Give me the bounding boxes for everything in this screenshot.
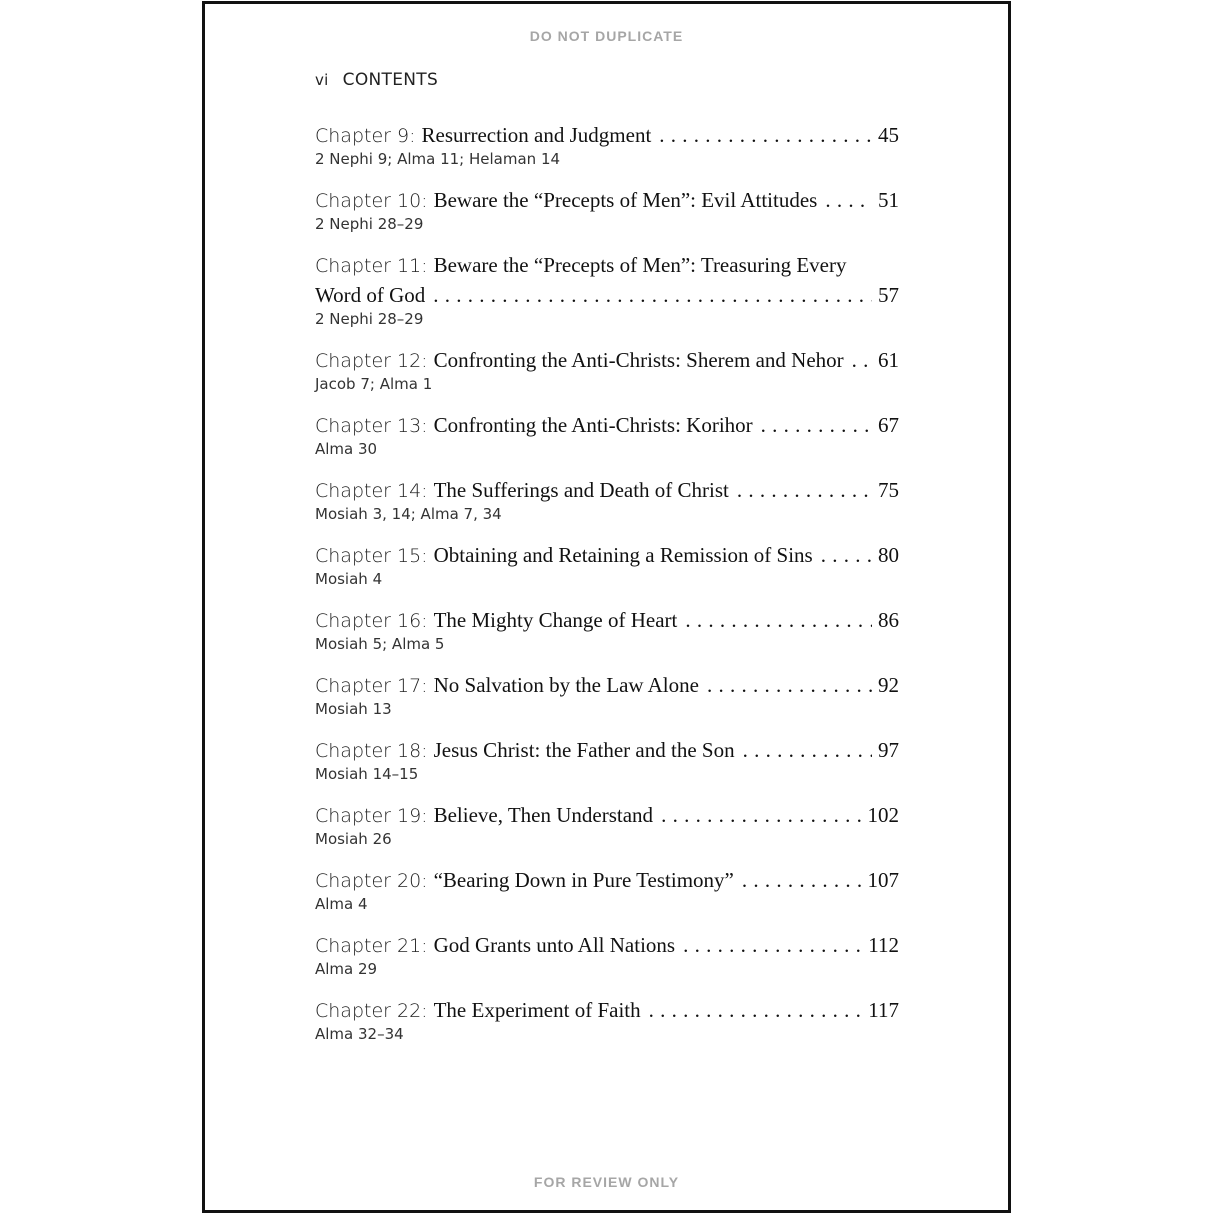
scripture-references: Mosiah 3, 14; Alma 7, 34 [315,505,502,523]
chapter-label: Chapter 15: [315,545,428,567]
toc-entry-line [315,250,899,280]
toc-entry-line [315,865,899,895]
scripture-references: Mosiah 13 [315,700,392,718]
page-number: 80 [878,543,899,567]
watermark-bottom: FOR REVIEW ONLY [533,1174,680,1190]
toc-entry [315,995,899,1060]
chapter-title: “Bearing Down in Pure Testimony” [433,868,734,892]
chapter-title: Confronting the Anti-Christs: Korihor [433,413,753,437]
toc-entry [315,605,899,670]
toc-entry [315,250,899,345]
chapter-title: Obtaining and Retaining a Remission of Sins [433,543,813,567]
chapter-title-continued: Word of God [315,283,426,307]
toc-entry-line [315,800,899,830]
chapter-label: Chapter 14: [315,480,428,502]
page-folio: vi [315,71,329,89]
page-number: 67 [878,413,899,437]
dot-leader [761,410,872,440]
chapter-title: Beware the “Precepts of Men”: Treasuring Every [433,253,847,277]
toc-entry [315,865,899,930]
chapter-label: Chapter 22: [315,1000,428,1022]
chapter-label: Chapter 13: [315,415,428,437]
dot-leader [433,280,872,310]
page-number: 102 [867,803,899,827]
dot-leader [821,540,872,570]
chapter-label: Chapter 9: [315,125,416,147]
page-number: 57 [878,283,899,307]
scripture-references: Alma 30 [315,440,378,458]
dot-leader [737,475,872,505]
scripture-references: Jacob 7; Alma 1 [315,375,433,393]
scripture-references: Alma 29 [315,960,378,978]
chapter-label: Chapter 18: [315,740,428,762]
toc-entry [315,410,899,475]
toc-entry-line [315,735,899,765]
page-number: 61 [878,348,899,372]
toc-entry-line [315,475,899,505]
toc-entry-line [315,185,899,215]
toc-entry-line [315,410,899,440]
toc-entry-line [315,345,899,375]
toc-entry [315,475,899,540]
chapter-label: Chapter 12: [315,350,428,372]
page-number: 112 [868,933,899,957]
chapter-title: No Salvation by the Law Alone [433,673,699,697]
toc-entry [315,540,899,605]
chapter-title: The Experiment of Faith [433,998,641,1022]
scripture-references: 2 Nephi 28–29 [315,310,424,328]
page-number: 75 [878,478,899,502]
dot-leader [685,605,872,635]
toc-entry-line [315,605,899,635]
chapter-label: Chapter 21: [315,935,428,957]
chapter-title: Resurrection and Judgment [421,123,652,147]
toc-entry-line [315,540,899,570]
toc-entry-line [315,995,899,1025]
scripture-references: Alma 4 [315,895,368,913]
chapter-title: The Mighty Change of Heart [433,608,678,632]
toc-entry [315,185,899,250]
dot-leader [659,120,872,150]
running-head [315,70,438,90]
chapter-title: Jesus Christ: the Father and the Son [433,738,735,762]
dot-leader [683,930,862,960]
chapter-title: Believe, Then Understand [433,803,654,827]
chapter-label: Chapter 17: [315,675,428,697]
dot-leader [707,670,872,700]
toc-entry [315,735,899,800]
table-of-contents [315,120,899,1060]
scripture-references: Mosiah 14–15 [315,765,419,783]
dot-leader [743,735,872,765]
page-number: 86 [878,608,899,632]
toc-entry [315,670,899,735]
chapter-label: Chapter 11: [315,255,428,277]
scripture-references: Mosiah 4 [315,570,383,588]
page-number: 117 [868,998,899,1022]
page-number: 51 [878,188,899,212]
page-number: 97 [878,738,899,762]
chapter-title: Confronting the Anti-Christs: Sherem and Nehor [433,348,844,372]
scripture-references: 2 Nephi 28–29 [315,215,424,233]
toc-entry-line [315,280,899,310]
chapter-title: Beware the “Precepts of Men”: Evil Attitudes [433,188,818,212]
chapter-title: God Grants unto All Nations [433,933,676,957]
toc-entry-line [315,120,899,150]
page-number: 107 [867,868,899,892]
dot-leader [742,865,862,895]
dot-leader [852,345,872,375]
book-page [202,1,1011,1213]
toc-entry-line [315,930,899,960]
chapter-label: Chapter 10: [315,190,428,212]
scripture-references: 2 Nephi 9; Alma 11; Helaman 14 [315,150,561,168]
toc-entry [315,345,899,410]
scripture-references: Mosiah 5; Alma 5 [315,635,445,653]
watermark-top: DO NOT DUPLICATE [529,28,684,44]
page-number: 45 [878,123,899,147]
toc-entry [315,120,899,185]
dot-leader [825,185,872,215]
dot-leader [649,995,863,1025]
scripture-references: Mosiah 26 [315,830,392,848]
page-number: 92 [878,673,899,697]
chapter-title: The Sufferings and Death of Christ [433,478,729,502]
toc-entry [315,800,899,865]
dot-leader [661,800,861,830]
chapter-label: Chapter 20: [315,870,428,892]
chapter-label: Chapter 16: [315,610,428,632]
toc-entry-line [315,670,899,700]
running-head-title: CONTENTS [342,70,439,90]
chapter-label: Chapter 19: [315,805,428,827]
scripture-references: Alma 32–34 [315,1025,404,1043]
toc-entry [315,930,899,995]
